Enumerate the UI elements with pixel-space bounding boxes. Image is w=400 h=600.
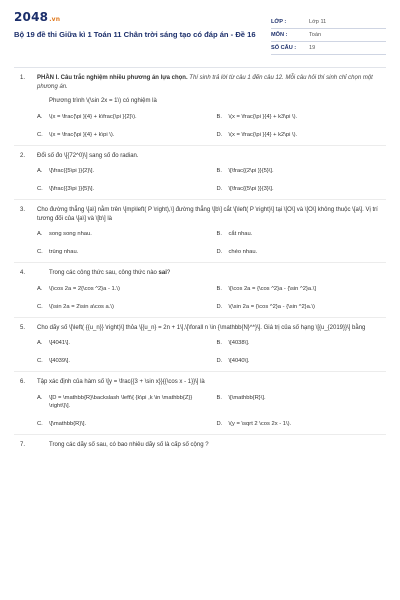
option-letter: A.	[37, 231, 43, 237]
answer-options	[37, 230, 386, 256]
option-text: \(y = \sqrt 2 \cos 2x - 1\).	[228, 420, 292, 427]
option-letter: D.	[216, 186, 223, 192]
option-text: \(x = \frac{\pi }{4} + k\frac{\pi }{2}\).	[49, 113, 137, 120]
option-text: \[4039\].	[49, 358, 70, 364]
question-number: 4.	[20, 270, 26, 276]
option-a[interactable]	[37, 167, 207, 175]
option-letter: B.	[216, 231, 222, 237]
option-a[interactable]	[37, 339, 207, 347]
option-d[interactable]	[217, 420, 387, 428]
question-2	[14, 152, 386, 194]
info-row-subject	[271, 29, 386, 42]
question-stem: Cho đường thẳng \[a\] nằm trên \[mp\left( P \right),\] đường thẳng \[b\] cắt \[\left( P \right)\] tại \[O\] và \[O\] không thuộc \[a\]. Vị trí tương đối của \[a\] và \[b\] là	[37, 207, 378, 222]
question-6	[14, 378, 386, 428]
option-d[interactable]	[217, 303, 387, 311]
option-text: \(x = \frac{\pi }{4} + k\pi \).	[49, 131, 115, 138]
option-text: chéo nhau.	[228, 249, 258, 255]
question-list	[14, 74, 386, 449]
stem-emphasis: sai	[158, 270, 167, 276]
option-d[interactable]	[217, 131, 387, 139]
option-text: \(x = \frac{\pi }{4} + k2\pi \).	[228, 131, 298, 138]
option-text: \[\frac{{5\pi }}{2}\].	[49, 168, 95, 174]
page-title: Bộ 19 đề thi Giữa kì 1 Toán 11 Chân trời sáng tạo có đáp án - Đề 16	[14, 30, 256, 39]
question-stem: Phương trình \(\sin 2x = 1\) có nghiệm là	[49, 98, 157, 104]
stem-text: Trong các công thức sau, công thức nào	[49, 270, 159, 276]
question-7	[14, 441, 386, 450]
document-header	[14, 10, 386, 55]
question-stem: Tập xác định của hàm số \[y = \frac{{3 + \sin x}}{{\cos x - 1}}\] là	[37, 379, 205, 385]
info-value: Toán	[309, 32, 322, 38]
option-a[interactable]	[37, 230, 207, 238]
info-label: LỚP :	[271, 19, 287, 25]
option-letter: C.	[37, 358, 43, 364]
option-b[interactable]	[217, 167, 387, 175]
question-divider	[14, 371, 386, 372]
option-letter: D.	[216, 303, 223, 310]
info-value: Lớp 11	[309, 19, 327, 25]
option-text: \[\frac{{5\pi }}{3}\].	[228, 186, 274, 192]
option-text: \[4041\].	[49, 340, 70, 346]
option-letter: D.	[216, 420, 223, 427]
option-c[interactable]	[37, 185, 207, 193]
info-row-class	[271, 16, 386, 29]
option-letter: C.	[37, 420, 43, 427]
question-number: 7.	[20, 441, 26, 448]
question-number: 6.	[20, 379, 26, 385]
option-text: cắt nhau.	[228, 231, 253, 237]
option-letter: A.	[37, 394, 43, 401]
option-text: song song nhau.	[49, 231, 92, 237]
option-b[interactable]	[217, 394, 387, 410]
info-value: 19	[309, 45, 316, 51]
question-divider	[14, 434, 386, 435]
option-text: \[4040\].	[228, 358, 250, 364]
logo-main: 2048	[14, 10, 49, 24]
header-divider	[14, 67, 386, 68]
option-text: \[4038\].	[228, 340, 250, 346]
option-letter: C.	[37, 249, 43, 255]
header-left	[14, 10, 259, 55]
section-instructions: Thí sinh trả lời từ câu 1 đến câu 12. Mỗi câu hỏi thí sinh chỉ chọn một phương án.	[37, 75, 373, 90]
info-label: SỐ CÂU :	[271, 45, 297, 51]
question-stem: Cho dãy số \[\left( {{u_n}} \right)\] thỏa \[{u_n} = 2n + 1\],\[\forall n \in {\mathbb{N}^*}\]. Giá trị của số hạng \[{u_{2019}}\] bằng	[37, 324, 366, 331]
option-text: \[D = \mathbb{R}\backslash \left\{ {k\pi ,k \in \mathbb{Z}} \right\}\].	[49, 394, 193, 409]
option-letter: C.	[37, 131, 43, 138]
option-letter: B.	[216, 394, 222, 401]
question-stem: Trong các dãy số sau, có bao nhiêu dãy số là cấp số cộng ?	[49, 441, 209, 448]
option-letter: D.	[216, 249, 223, 255]
exam-info-table	[271, 16, 386, 55]
question-number: 1.	[20, 75, 26, 81]
option-text: \[\frac{{2\pi }}{5}\].	[228, 168, 274, 174]
option-c[interactable]	[37, 357, 207, 365]
question-divider	[14, 145, 386, 146]
option-letter: D.	[216, 358, 223, 364]
question-4	[14, 269, 386, 311]
question-number: 3.	[20, 207, 26, 213]
option-a[interactable]	[37, 113, 207, 121]
option-b[interactable]	[217, 339, 387, 347]
option-text: \(x = \frac{\pi }{4} + k3\pi \).	[228, 113, 298, 120]
option-letter: A.	[37, 113, 43, 120]
option-letter: A.	[37, 168, 43, 174]
option-b[interactable]	[217, 230, 387, 238]
option-text: \(\sin 2a = 2\sin a\cos a.\)	[49, 303, 114, 310]
option-letter: B.	[216, 285, 222, 292]
option-text: \[\mathbb{R}\].	[49, 420, 87, 427]
option-c[interactable]	[37, 248, 207, 256]
info-row-count	[271, 42, 386, 55]
info-label: MÔN :	[271, 32, 288, 38]
question-5	[14, 324, 386, 366]
question-divider	[14, 199, 386, 200]
option-a[interactable]	[37, 394, 207, 410]
question-stem: Đổi số đo \[{72^0}\] sang số đo radian.	[37, 152, 139, 159]
question-number: 5.	[20, 324, 26, 331]
option-letter: B.	[216, 340, 222, 346]
section-heading: PHẦN I. Câu trắc nghiệm nhiều phương án lựa chọn.	[37, 75, 188, 81]
stem-tail: ?	[166, 270, 171, 276]
option-text: \[\cos 2a = {\cos ^2}a - {\sin ^2}a.\]	[228, 285, 316, 292]
option-c[interactable]	[37, 420, 207, 428]
option-letter: A.	[37, 340, 43, 346]
question-divider	[14, 262, 386, 263]
site-logo[interactable]	[14, 10, 259, 24]
option-letter: D.	[216, 131, 223, 138]
option-b[interactable]	[217, 285, 387, 293]
option-text: \(\sin 2a = {\cos ^2}a - {\sin ^2}a.\)	[228, 303, 315, 310]
answer-options	[37, 394, 386, 428]
option-c[interactable]	[37, 303, 207, 311]
option-text: trùng nhau.	[49, 249, 79, 255]
question-number: 2.	[20, 152, 26, 159]
answer-options	[37, 285, 386, 311]
question-divider	[14, 317, 386, 318]
section-intro	[37, 74, 386, 91]
option-letter: A.	[37, 285, 43, 292]
question-3	[14, 206, 386, 256]
question-stem	[37, 269, 386, 278]
option-text: \[\mathbb{R}\].	[228, 394, 266, 401]
option-d[interactable]	[217, 185, 387, 193]
answer-options	[37, 167, 386, 193]
answer-options	[37, 339, 386, 365]
option-letter: C.	[37, 303, 43, 310]
option-c[interactable]	[37, 131, 207, 139]
option-text: \[\frac{{3\pi }}{5}\].	[49, 186, 95, 192]
option-letter: B.	[216, 113, 222, 120]
answer-options	[37, 113, 386, 139]
option-letter: B.	[216, 168, 222, 174]
option-d[interactable]	[217, 248, 387, 256]
option-b[interactable]	[217, 113, 387, 121]
option-letter: C.	[37, 186, 43, 192]
option-text: \(\cos 2a = 2{\cos ^2}a - 1.\)	[49, 285, 120, 292]
logo-suffix: .vn	[49, 16, 61, 23]
question-1	[14, 74, 386, 139]
option-a[interactable]	[37, 285, 207, 293]
option-d[interactable]	[217, 357, 387, 365]
